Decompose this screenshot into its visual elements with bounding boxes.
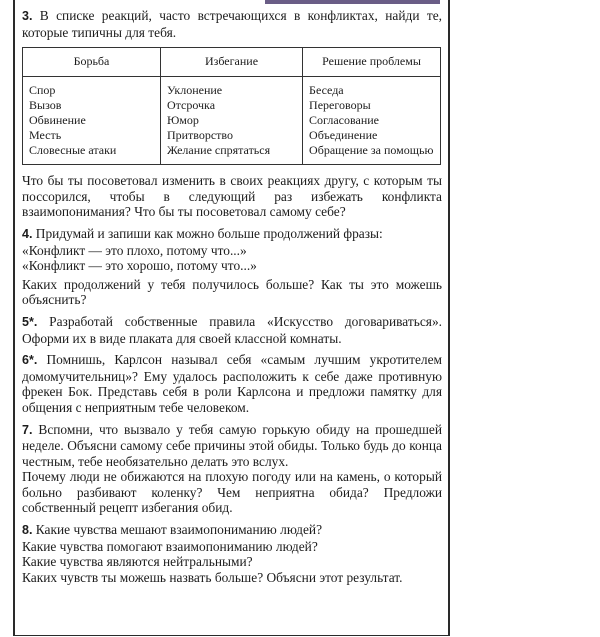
- task-text: Придумай и запиши как можно больше продолжений фразы:: [35, 225, 383, 241]
- task-number: 4.: [22, 226, 33, 241]
- task-text: В списке реакций, часто встречающихся в конфликтах, найди те, которые типичны для тебя.: [22, 8, 442, 40]
- reaction-item: Согласование: [309, 113, 380, 128]
- task-4: [22, 226, 442, 308]
- table-cell: [23, 77, 161, 165]
- reaction-item: Обвинение: [29, 113, 86, 128]
- task-7: [22, 422, 442, 517]
- table-row: [23, 77, 441, 165]
- reaction-item: Отсрочка: [166, 98, 216, 113]
- reaction-item: Месть: [29, 128, 62, 143]
- reaction-item: Словесные атаки: [29, 143, 117, 158]
- reaction-item: Желание спрятаться: [166, 143, 271, 158]
- reaction-item: Беседа: [309, 83, 344, 98]
- phrase-line: «Конфликт — это плохо, потому что...»: [22, 242, 247, 258]
- phrase-line: «Конфликт — это хорошо, потому что...»: [22, 258, 257, 274]
- task-text: Разработай собственные правила «Искусство договариваться». Оформи их в виде плаката для своей классной комнаты.: [22, 313, 443, 346]
- task-number: 5*.: [22, 314, 38, 329]
- table-cell: [303, 77, 441, 165]
- task-number: 8.: [22, 523, 33, 538]
- task-number: 7.: [22, 422, 33, 437]
- reactions-table: [22, 47, 441, 165]
- task-question: Какие чувства мешают взаимопониманию людей?: [35, 522, 323, 538]
- reaction-item: Обращение за помощью: [309, 143, 434, 158]
- reaction-item: Спор: [29, 83, 56, 98]
- task-number: 3.: [22, 9, 33, 23]
- task-question: Какие чувства помогают взаимопониманию людей?: [22, 538, 318, 554]
- textbook-page: [22, 8, 442, 585]
- reaction-item: Объединение: [309, 128, 378, 143]
- column-header: Решение проблемы: [303, 48, 441, 77]
- task-8: [22, 522, 442, 585]
- task-text: Почему люди не обижаются на плохую погоду или на камень, о который больно разбивают коленку? Чем неприятна обида? Предложи собственный рецепт избегания обид.: [22, 469, 442, 516]
- task-number: 6*.: [22, 353, 38, 368]
- reaction-item: Притворство: [166, 128, 234, 143]
- task-question: Какие чувства являются нейтральными?: [22, 554, 253, 570]
- table-cell: [160, 77, 302, 165]
- task-text: Помнишь, Карлсон называл себя «самым лучшим укротителем домомучительниц»? Ему удалось расположить к себе даже противную фрекен Бок. Представь себя в роли Карлсона и предложи памятку для общения с неприятным тебе человеком.: [22, 352, 442, 415]
- task-3: [22, 8, 442, 40]
- task-6: [22, 352, 442, 415]
- task-3-question: Что бы ты посоветовал изменить в своих реакциях другу, с которым ты поссорился, чтобы в следующий раз избежать конфликта взаимопонимания? Что бы ты посоветовал самому себе?: [22, 173, 442, 220]
- column-header: Избегание: [160, 48, 302, 77]
- reaction-item: Вызов: [29, 98, 62, 113]
- task-text: Вспомни, что вызвало у тебя самую горькую обиду на прошедшей неделе. Объясни самому себе причины этой обиды. Только будь до конца честным, тебе необязательно делать это вслух.: [22, 421, 442, 469]
- task-question: Каких чувств ты можешь назвать больше? Объясни этот результат.: [22, 569, 403, 585]
- task-question: Каких продолжений у тебя получилось больше? Как ты это можешь объяснить?: [22, 276, 442, 308]
- reaction-item: Уклонение: [166, 83, 223, 98]
- reaction-item: Юмор: [166, 113, 199, 128]
- column-header: Борьба: [23, 48, 161, 77]
- table-header-row: [23, 48, 441, 77]
- reaction-item: Переговоры: [309, 98, 371, 113]
- task-5: [22, 314, 442, 346]
